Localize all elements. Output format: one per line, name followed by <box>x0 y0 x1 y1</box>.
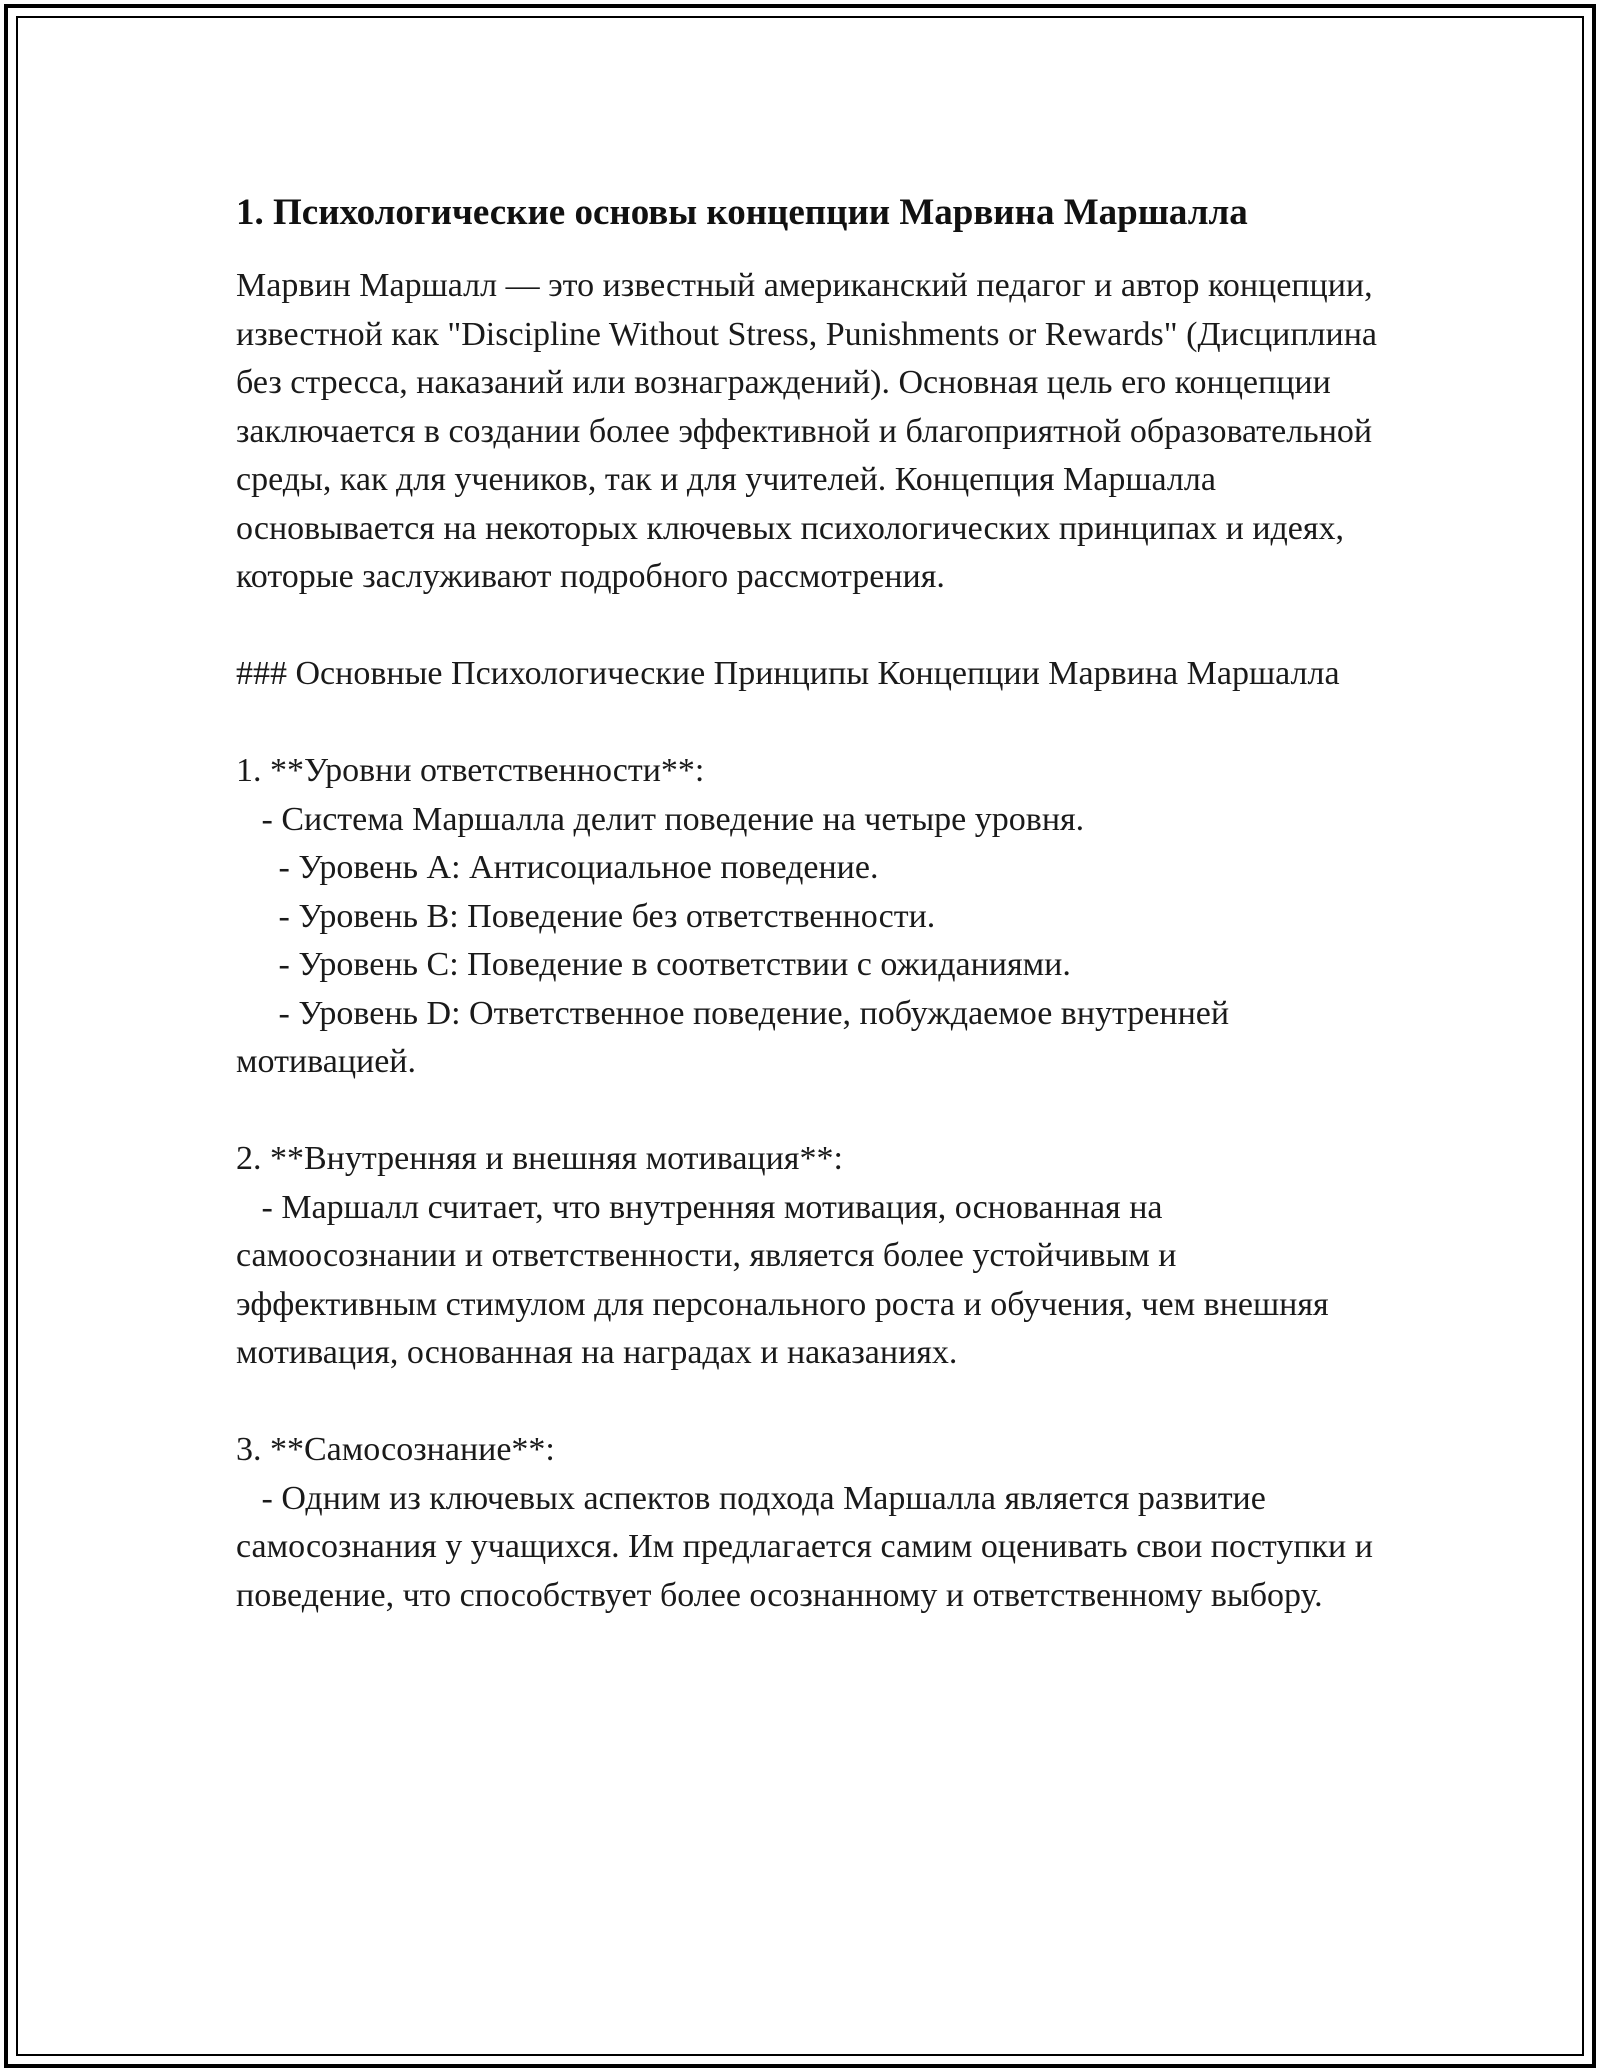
section3-text: - Одним из ключевых аспектов подхода Маршалла является развитие самосознания у учащихся. Им предлагается самим оценивать свои поступки и поведение, что способствует более осознанному и ответственному выбору. <box>236 1479 1382 1614</box>
section2-title: 2. **Внутренняя и внешняя мотивация**: <box>236 1140 843 1177</box>
section-heading: 1. Психологические основы концепции Марвина Маршалла <box>236 192 1248 233</box>
level-d-item: - Уровень D: Ответственное поведение, побуждаемое внутренней мотивацией. <box>236 994 1238 1080</box>
section1-summary: - Система Маршалла делит поведение на четыре уровня. <box>236 800 1085 838</box>
level-a-item: - Уровень A: Антисоциальное поведение. <box>236 849 879 886</box>
intro-paragraph: Марвин Маршалл — это известный американский педагог и автор концепции, известной как "Discipline Without Stress, Punishments or Rewards" (Дисциплина без стресса, наказаний или вознаграждений). Основная цель его концепции заключается в создании более эффективной и благоприятной образовательной среды, как для учеников, так и для учителей. Концепция Маршалла основывается на некоторых ключевых психологических принципах и идеях, которые заслуживают подробного рассмотрения. <box>236 267 1386 595</box>
spacer <box>236 699 1386 748</box>
level-b-item: - Уровень B: Поведение без ответственности. <box>236 897 936 935</box>
spacer <box>236 1087 1386 1136</box>
spacer <box>236 602 1386 651</box>
document-body <box>236 186 1386 1620</box>
subheading-line: ### Основные Психологические Принципы Концепции Марвина Маршалла <box>236 655 1340 692</box>
spacer <box>236 1378 1386 1427</box>
section2-text: - Маршалл считает, что внутренняя мотивация, основанная на самоосознании и ответственности, является более устойчивым и эффективным стимулом для персонального роста и обучения, чем внешняя мотивация, основанная на наградах и наказаниях. <box>236 1188 1338 1371</box>
section3-title: 3. **Самосознание**: <box>236 1431 555 1468</box>
section1-title: 1. **Уровни ответственности**: <box>236 752 705 789</box>
level-c-item: - Уровень C: Поведение в соответствии с ожиданиями. <box>236 946 1071 983</box>
